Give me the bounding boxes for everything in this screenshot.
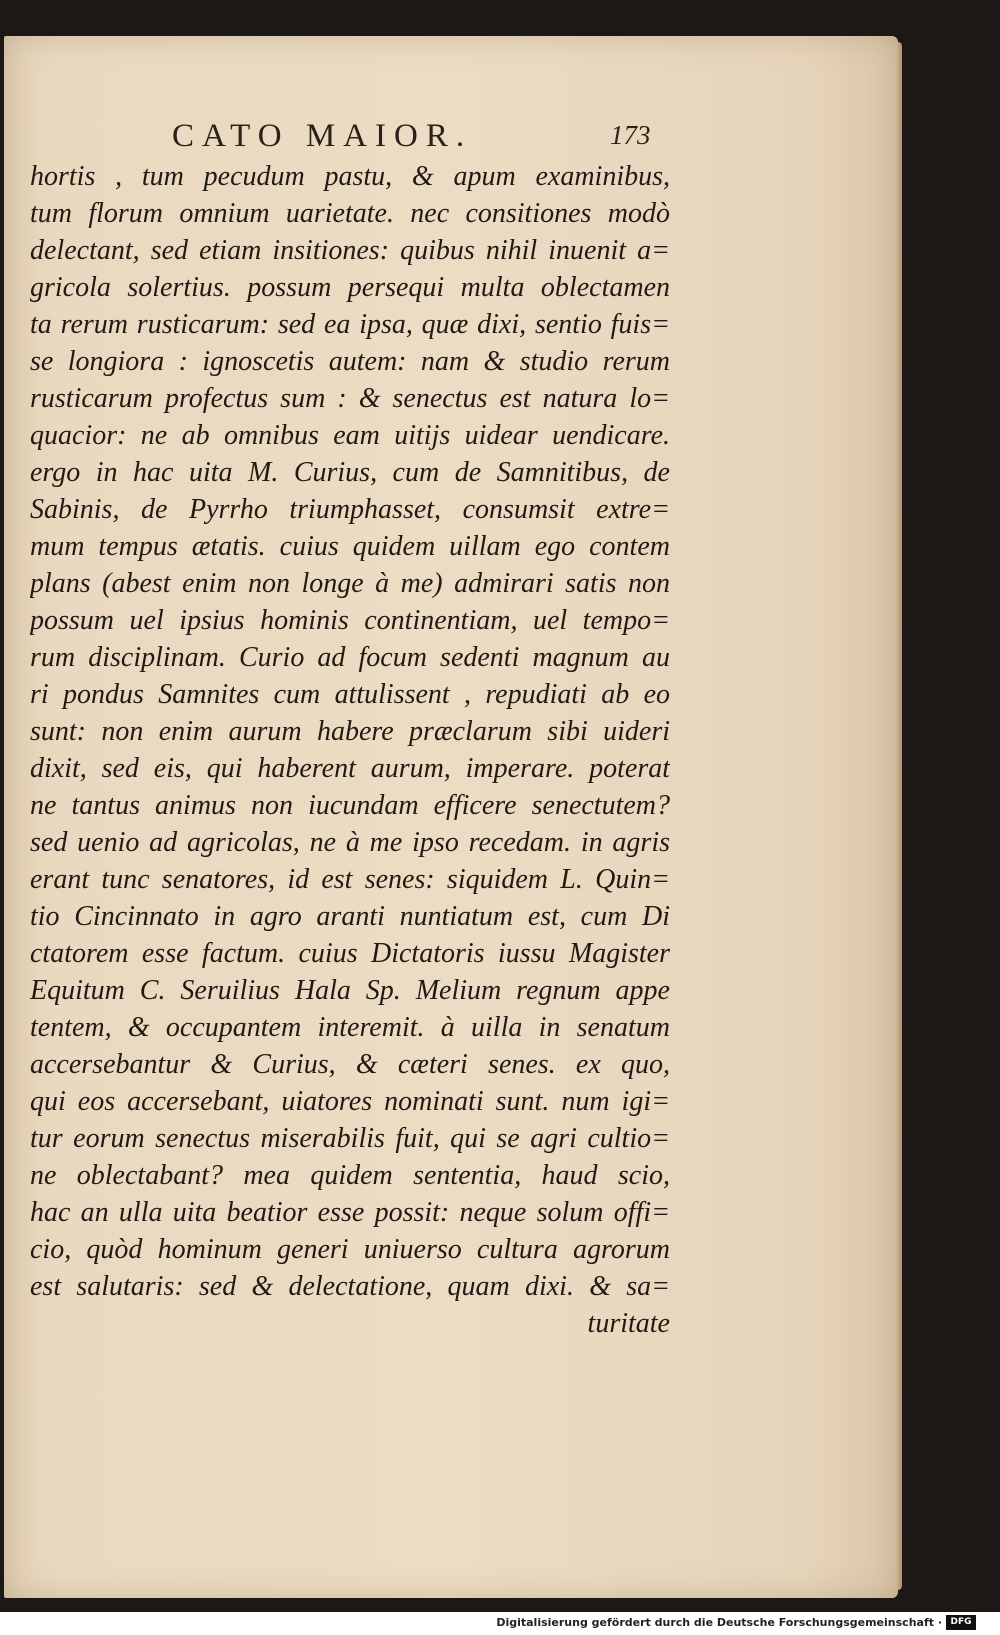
text-line: tum florum omnium uarietate. nec consitiones modò (30, 198, 670, 229)
page-edge (896, 42, 902, 1590)
body-text (30, 158, 670, 1342)
text-line: ne tantus animus non iucundam efficere senectutem? (30, 790, 670, 821)
text-line: accersebantur & Curius, & cæteri senes. ex quo, (30, 1049, 670, 1080)
text-line: qui eos accersebant, uiatores nominati sunt. num igi= (30, 1086, 670, 1117)
text-line: cio, quòd hominum generi uniuerso cultura agrorum (30, 1234, 670, 1265)
text-line: tur eorum senectus miserabilis fuit, qui se agri cultio= (30, 1123, 670, 1154)
text-line: dixit, sed eis, qui haberent aurum, imperare. poterat (30, 753, 670, 784)
text-line: mum tempus ætatis. cuius quidem uillam ego contem (30, 531, 670, 562)
text-line: sed uenio ad agricolas, ne à me ipso recedam. in agris (30, 827, 670, 858)
dfg-logo-icon: DFG (946, 1615, 976, 1630)
text-line: plans (abest enim non longe à me) admirari satis non (30, 568, 670, 599)
text-line: tio Cincinnato in agro aranti nuntiatum est, cum Di (30, 901, 670, 932)
text-line: sunt: non enim aurum habere præclarum sibi uideri (30, 716, 670, 747)
text-line: delectant, sed etiam insitiones: quibus nihil inuenit a= (30, 235, 670, 266)
text-line: Equitum C. Seruilius Hala Sp. Melium regnum appe (30, 975, 670, 1006)
funding-credit: Digitalisierung gefördert durch die Deutsche Forschungsgemeinschaft · (496, 1616, 942, 1629)
text-line: tentem, & occupantem interemit. à uilla in senatum (30, 1012, 670, 1043)
text-line: quacior: ne ab omnibus eam uitijs uidear uendicare. (30, 420, 670, 451)
page-number: 173 (610, 120, 651, 150)
book-page (4, 36, 898, 1598)
text-line: ne oblectabant? mea quidem sententia, haud scio, (30, 1160, 670, 1191)
text-line: Sabinis, de Pyrrho triumphasset, consumsit extre= (30, 494, 670, 525)
text-line: rusticarum profectus sum : & senectus est natura lo= (30, 383, 670, 414)
text-line: ri pondus Samnites cum attulissent , repudiati ab eo (30, 679, 670, 710)
running-head (4, 118, 898, 158)
text-line: gricola solertius. possum persequi multa oblectamen (30, 272, 670, 303)
catchword: turitate (587, 1308, 670, 1339)
text-line: ctatorem esse factum. cuius Dictatoris iussu Magister (30, 938, 670, 969)
running-title: CATO MAIOR. (172, 118, 473, 154)
text-line: est salutaris: sed & delectatione, quam dixi. & sa= (30, 1271, 670, 1302)
text-line: possum uel ipsius hominis continentiam, uel tempo= (30, 605, 670, 636)
text-line: se longiora : ignoscetis autem: nam & studio rerum (30, 346, 670, 377)
text-line: hortis , tum pecudum pastu, & apum examinibus, (30, 161, 670, 192)
text-line: rum disciplinam. Curio ad focum sedenti magnum au (30, 642, 670, 673)
text-line: ergo in hac uita M. Curius, cum de Samnitibus, de (30, 457, 670, 488)
text-line: ta rerum rusticarum: sed ea ipsa, quæ dixi, sentio fuis= (30, 309, 670, 340)
text-line: erant tunc senatores, id est senes: siquidem L. Quin= (30, 864, 670, 895)
digitization-footer (0, 1612, 1000, 1635)
text-line: hac an ulla uita beatior esse possit: neque solum offi= (30, 1197, 670, 1228)
